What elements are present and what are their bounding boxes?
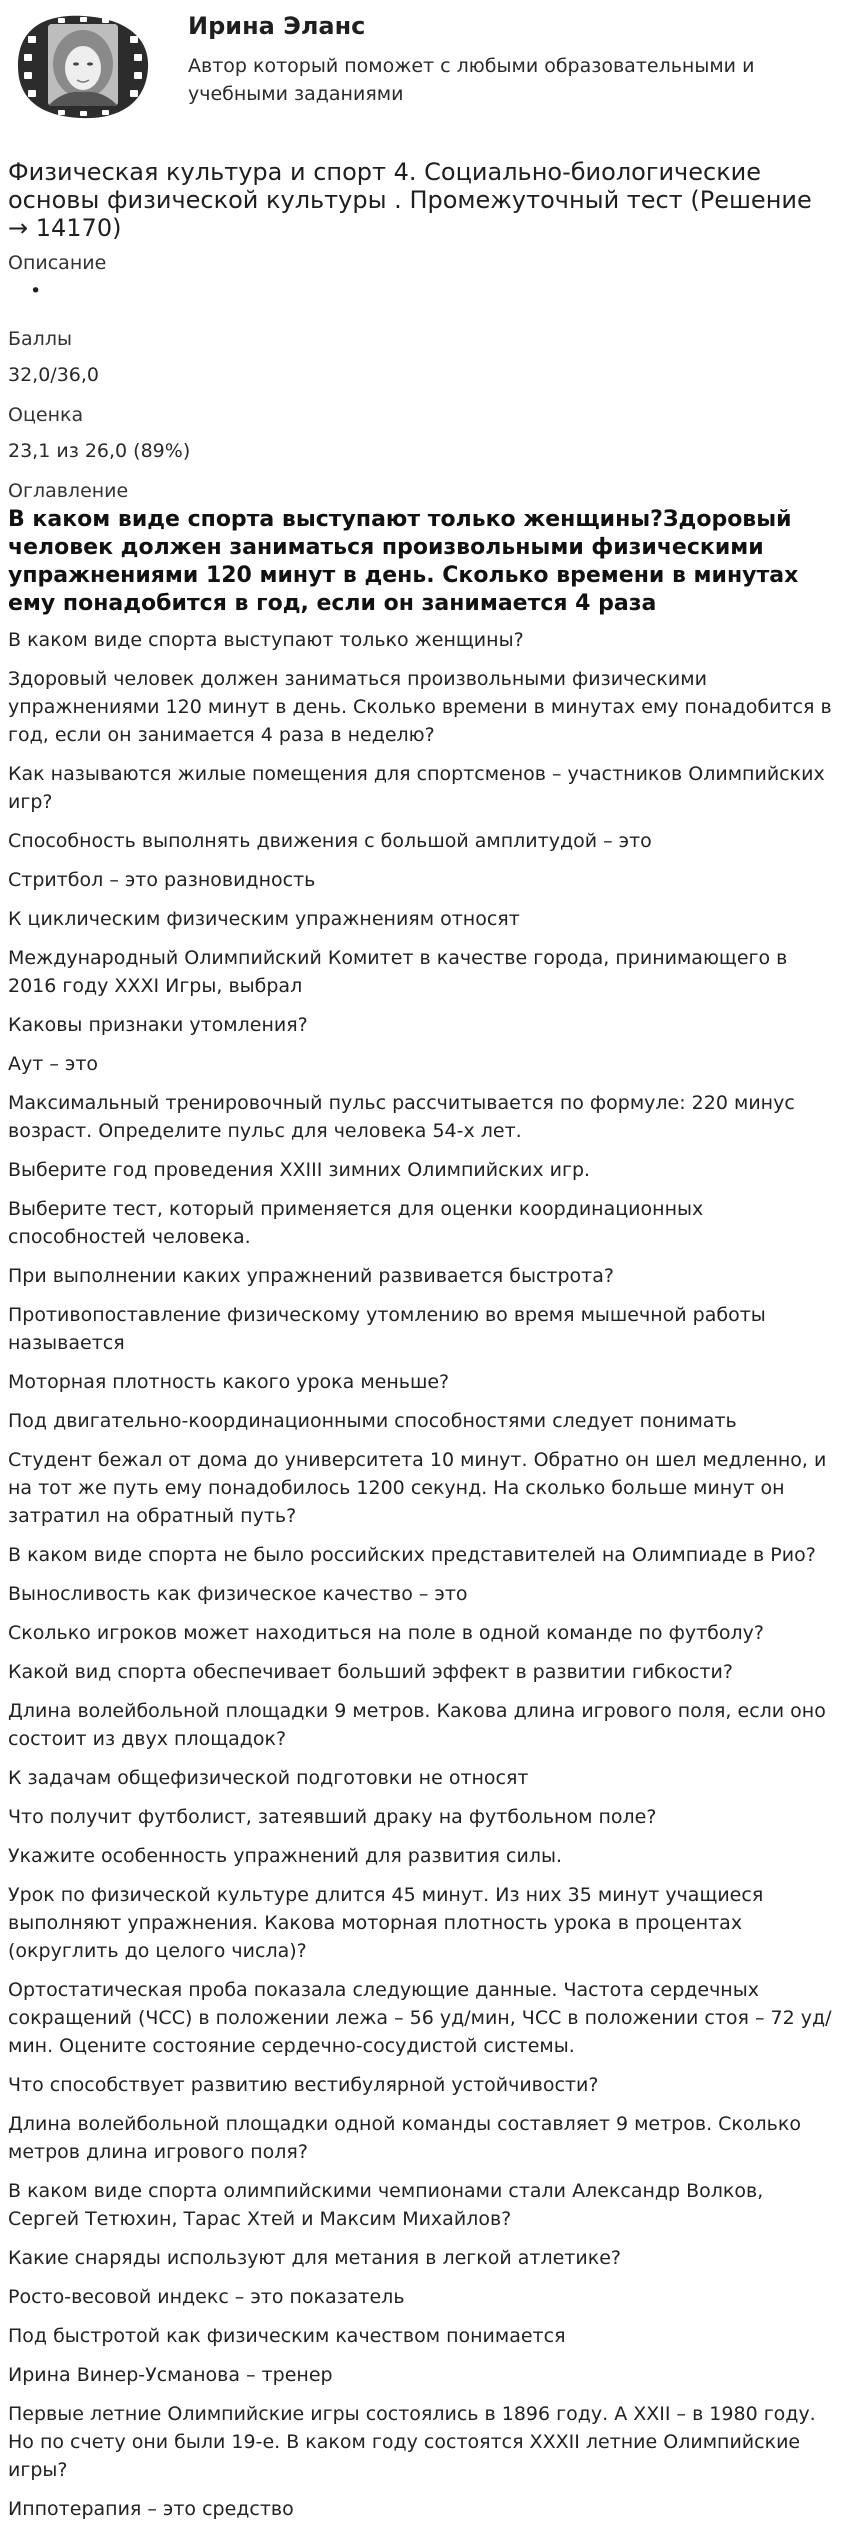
question-item: Выберите тест, который применяется для оценки координационных способностей человека.: [8, 1198, 704, 1248]
author-description: Автор который поможет с любыми образовательными и учебными заданиями: [188, 55, 755, 105]
question-item: Росто-весовой индекс – это показатель: [8, 2286, 405, 2308]
author-avatar[interactable]: [8, 6, 158, 126]
toc-heading: В каком виде спорта выступают только женщины?Здоровый человек должен заниматься произвольными физическими упражнениями 120 минут в день. Сколько времени в минутах ему понадобится в год, если он занимается 4 раза: [8, 507, 799, 616]
question-item: Какой вид спорта обеспечивает больший эффект в развитии гибкости?: [8, 1661, 733, 1683]
toc-label: Оглавление: [8, 480, 129, 502]
question-item: Длина волейбольной площадки одной команды составляет 9 метров. Сколько метров длина игрового поля?: [8, 2113, 801, 2163]
question-item: Иппотерапия – это средство: [8, 2498, 294, 2520]
question-item: В каком виде спорта олимпийскими чемпионами стали Александр Волков, Сергей Тетюхин, Тарас Хтей и Максим Михайлов?: [8, 2180, 764, 2230]
question-item: Ирина Винер-Усманова – тренер: [8, 2364, 333, 2386]
question-item: Здоровый человек должен заниматься произвольными физическими упражнениями 120 минут в день. Сколько времени в минутах ему понадобится в год, если он занимается 4 раза в неделю?: [8, 668, 832, 746]
question-item: Аут – это: [8, 1053, 99, 1075]
question-item: Противопоставление физическому утомлению во время мышечной работы называется: [8, 1304, 766, 1354]
author-info: [188, 6, 808, 108]
description-list: [30, 280, 839, 302]
question-item: В каком виде спорта выступают только женщины?: [8, 629, 524, 651]
question-item: Первые летние Олимпийские игры состоялись в 1896 году. А XXII – в 1980 году. Но по счету они были 19-е. В каком году состоятся XXXII летние Олимпийские игры?: [8, 2403, 816, 2481]
question-item: Что способствует развитию вестибулярной устойчивости?: [8, 2074, 599, 2096]
question-item: В каком виде спорта не было российских представителей на Олимпиаде в Рио?: [8, 1544, 816, 1566]
question-item: Как называются жилые помещения для спортсменов – участников Олимпийских игр?: [8, 763, 825, 813]
score-label: Баллы: [8, 328, 72, 350]
question-item: Под двигательно-координационными способностями следует понимать: [8, 1410, 737, 1432]
question-item: Студент бежал от дома до университета 10 минут. Обратно он шел медленно, и на тот же путь ему понадобилось 1200 секунд. На сколько больше минут он затратил на обратный путь?: [8, 1449, 827, 1527]
question-item: К циклическим физическим упражнениям относят: [8, 908, 520, 930]
question-item: Урок по физической культуре длится 45 минут. Из них 35 минут учащиеся выполняют упражнения. Какова моторная плотность урока в процентах (округлить до целого числа)?: [8, 1884, 764, 1962]
question-item: При выполнении каких упражнений развивается быстрота?: [8, 1265, 614, 1287]
question-item: Укажите особенность упражнений для развития силы.: [8, 1845, 563, 1867]
film-strip-avatar-icon: [8, 6, 158, 126]
question-item: Какие снаряды используют для метания в легкой атлетике?: [8, 2247, 621, 2269]
question-item: Что получит футболист, затеявший драку на футбольном поле?: [8, 1806, 657, 1828]
score-value: 32,0/36,0: [8, 364, 100, 386]
question-item: Способность выполнять движения с большой амплитудой – это: [8, 830, 652, 852]
description-label: Описание: [8, 252, 107, 274]
question-item: Каковы признаки утомления?: [8, 1014, 308, 1036]
grade-block: [8, 404, 839, 462]
question-item: Длина волейбольной площадки 9 метров. Какова длина игрового поля, если оно состоит из двух площадок?: [8, 1700, 826, 1750]
question-item: Стритбол – это разновидность: [8, 869, 316, 891]
document-title: Физическая культура и спорт 4. Социально-биологические основы физической культуры . Промежуточный тест (Решение → 14170): [8, 158, 812, 242]
question-item: Выберите год проведения XXIII зимних Олимпийских игр.: [8, 1159, 591, 1181]
description-bullet: [30, 280, 839, 302]
question-item: К задачам общефизической подготовки не относят: [8, 1767, 529, 1789]
author-name[interactable]: Ирина Эланс: [188, 12, 366, 40]
question-item: Выносливость как физическое качество – это: [8, 1583, 468, 1605]
question-list: [8, 626, 839, 2523]
question-item: Максимальный тренировочный пульс рассчитывается по формуле: 220 минус возраст. Определите пульс для человека 54-х лет.: [8, 1092, 795, 1142]
question-item: Сколько игроков может находиться на поле в одной команде по футболу?: [8, 1622, 764, 1644]
question-item: Ортостатическая проба показала следующие данные. Частота сердечных сокращений (ЧСС) в положении лежа – 56 уд/мин, ЧСС в положении стоя – 72 уд/мин. Оцените состояние сердечно-сосудистой системы.: [8, 1979, 832, 2057]
question-item: Моторная плотность какого урока меньше?: [8, 1371, 450, 1393]
grade-label: Оценка: [8, 404, 84, 426]
question-item: Международный Олимпийский Комитет в качестве города, принимающего в 2016 году XXXI Игры, выбрал: [8, 947, 788, 997]
author-header: [8, 0, 839, 134]
score-block: [8, 328, 839, 386]
grade-value: 23,1 из 26,0 (89%): [8, 440, 191, 462]
question-item: Под быстротой как физическим качеством понимается: [8, 2325, 566, 2347]
